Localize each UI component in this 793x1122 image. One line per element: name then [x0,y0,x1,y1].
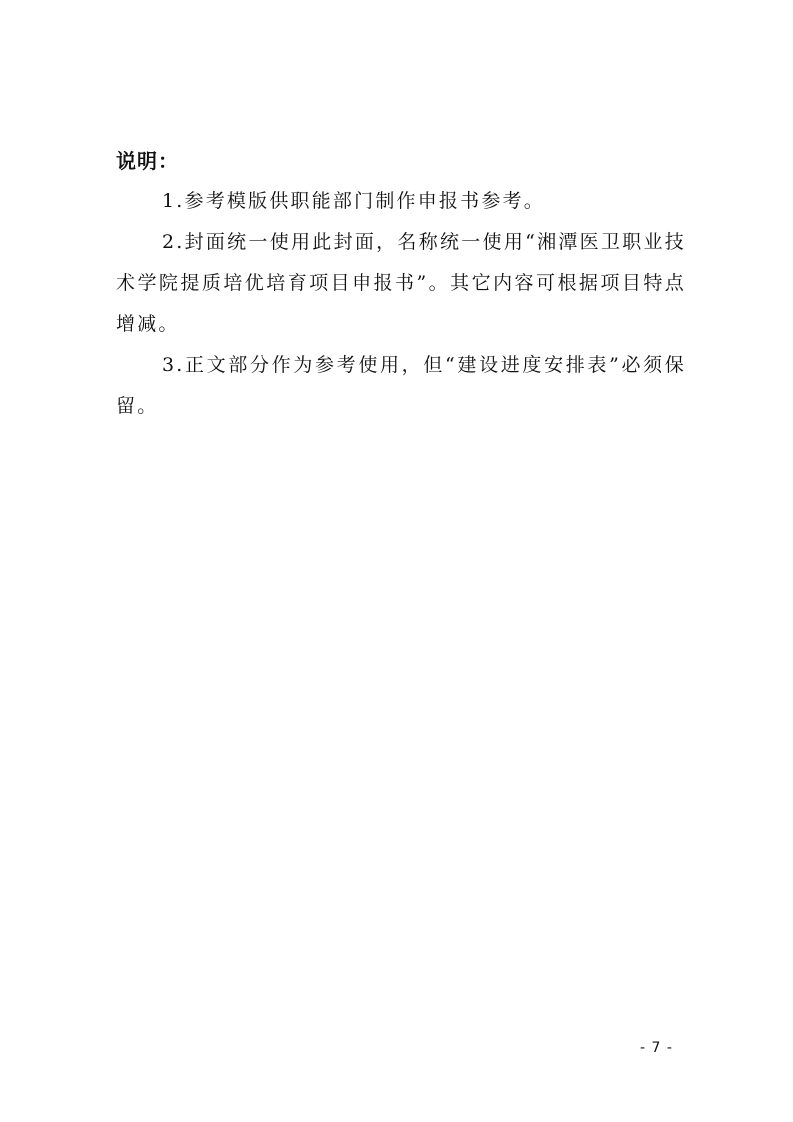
instruction-item-3: 3.正文部分作为参考使用，但“建设进度安排表”必须保留。 [116,354,686,417]
instruction-item-2: 2.封面统一使用此封面，名称统一使用“湘潭医卫职业技术学院提质培优培育项目申报书”。其它内容可根据项目特点增减。 [116,231,686,335]
section-heading: 说明： [116,149,179,173]
instruction-item-1: 1.参考模版供职能部门制作申报书参考。 [162,190,545,212]
page-number: - 7 - [640,1040,673,1056]
